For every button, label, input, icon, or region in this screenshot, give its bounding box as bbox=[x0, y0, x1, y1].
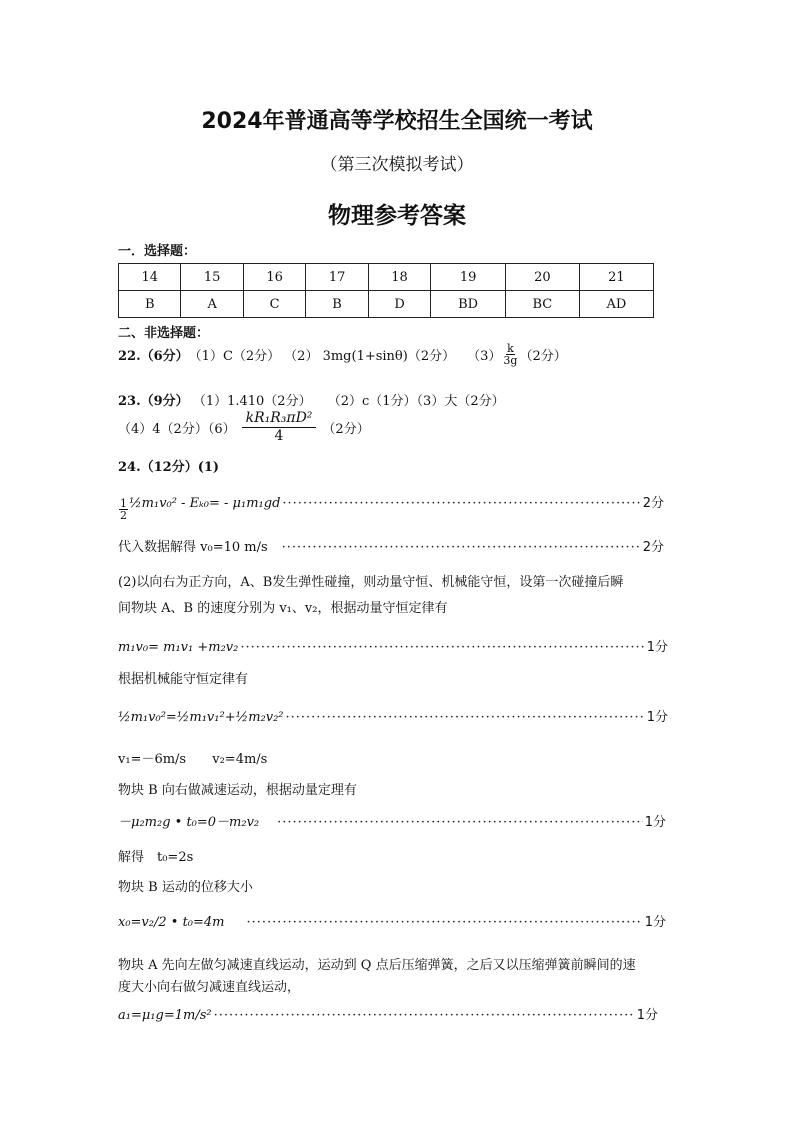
section1-label: 一．选择题： bbox=[118, 244, 197, 259]
leader-dots bbox=[247, 915, 643, 930]
q22-part3: （3） bbox=[467, 349, 502, 364]
q24-line-5: 物块 B 向右做减速运动，根据动量定理有 bbox=[118, 783, 357, 798]
q23-line2 bbox=[118, 410, 370, 445]
q24-equation-4 bbox=[118, 811, 666, 830]
answer-table-number-row bbox=[119, 264, 654, 291]
q24-eq4-score: 1分 bbox=[644, 815, 666, 830]
q24-eq3-score: 1分 bbox=[646, 710, 668, 725]
exam-subtitle: （第三次模拟考试） bbox=[320, 155, 474, 175]
q24-line-2 bbox=[118, 536, 664, 555]
q24-para-1: (2)以向右为正方向，A、B发生弹性碰撞，则动量守恒、机械能守恒，设第一次碰撞后瞬 bbox=[118, 575, 624, 590]
q24-line-4 bbox=[118, 748, 267, 767]
q24-eq6-text: a₁=μ₁g=1m/s² bbox=[118, 1008, 212, 1023]
leader-dots bbox=[282, 496, 640, 511]
q22-fraction-denominator: 3g bbox=[503, 354, 518, 367]
q23-prefix: 23.（9分） bbox=[118, 394, 189, 409]
q24-para-2b: 度大小向右做匀减速直线运动， bbox=[118, 980, 301, 995]
answer-cell: D bbox=[368, 291, 430, 318]
answer-cell: B bbox=[119, 291, 181, 318]
leader-dots bbox=[214, 1008, 635, 1023]
q24-eq1-score: 2分 bbox=[642, 496, 664, 511]
q23-part6-score: （2分） bbox=[322, 422, 370, 437]
q23-part1: （1）1.410（2分） bbox=[192, 394, 312, 409]
question-number: 19 bbox=[431, 264, 506, 291]
q22-fraction bbox=[502, 343, 518, 366]
q22-part2: （2） 3mg(1+sinθ)（2分） bbox=[284, 349, 456, 364]
leader-dots bbox=[286, 710, 645, 725]
answer-cell: B bbox=[306, 291, 368, 318]
exam-title: 2024年普通高等学校招生全国统一考试 bbox=[201, 109, 593, 134]
answer-cell: BD bbox=[431, 291, 506, 318]
q24-equation-5 bbox=[118, 911, 666, 930]
q22-prefix: 22.（6分） bbox=[118, 349, 189, 364]
q24-l4a: v₁=－6m/s bbox=[118, 752, 187, 767]
q24-line-7: 物块 B 运动的位移大小 bbox=[118, 880, 253, 895]
q24-para-2: 物块 A 先向左做匀减速直线运动，运动到 Q 点后压缩弹簧，之后又以压缩弹簧前瞬间的速 bbox=[118, 958, 636, 973]
answer-cell: BC bbox=[505, 291, 579, 318]
q24-eq5-score: 1分 bbox=[644, 915, 666, 930]
q24-equation-1 bbox=[118, 492, 664, 521]
q24-eq6-score: 1分 bbox=[636, 1008, 658, 1023]
q24-eq2-text: m₁v₀= m₁v₁ +m₂v₂ bbox=[118, 640, 239, 655]
leader-dots bbox=[282, 540, 641, 555]
q23-fraction bbox=[242, 410, 317, 445]
q24-eq2-score: 1分 bbox=[646, 640, 668, 655]
question-number: 16 bbox=[243, 264, 305, 291]
q24-equation-6 bbox=[118, 1004, 658, 1023]
q23-part2: （2）c（1分）（3）大（2分） bbox=[327, 394, 505, 409]
question-number: 15 bbox=[181, 264, 243, 291]
q24-l2-text: 代入数据解得 v₀=10 m/s bbox=[118, 540, 268, 555]
q23-fraction-denominator: 4 bbox=[274, 428, 284, 444]
half-fraction: $\frac{1}{2}$ bbox=[120, 497, 127, 522]
question-number: 21 bbox=[579, 264, 653, 291]
q22-part1: （1）C（2分） bbox=[188, 349, 281, 364]
q22-part3-score: （2分） bbox=[519, 349, 567, 364]
leader-dots bbox=[277, 815, 643, 830]
question-number: 14 bbox=[119, 264, 181, 291]
answer-cell: A bbox=[181, 291, 243, 318]
q23-line1 bbox=[118, 390, 505, 409]
answer-cell: C bbox=[243, 291, 305, 318]
page-heading: 物理参考答案 bbox=[328, 203, 466, 229]
answer-cell: AD bbox=[579, 291, 653, 318]
question-number: 18 bbox=[368, 264, 430, 291]
q24-eq1-text: ½m₁v₀² - Eₖ₀= - μ₁m₁gd bbox=[129, 496, 281, 511]
q24-eq4-text: －μ₂m₂g • t₀=0－m₂v₂ bbox=[118, 815, 260, 830]
q24-para-1b: 间物块 A、B 的速度分别为 v₁、v₂，根据动量守恒定律有 bbox=[118, 601, 448, 616]
q22-line bbox=[118, 343, 567, 366]
q23-part4: （4）4（2分）（6） bbox=[118, 422, 236, 437]
q24-l2-score: 2分 bbox=[642, 540, 664, 555]
q24-eq5-text: x₀=v₂/2 • t₀=4m bbox=[118, 915, 225, 930]
q24-line-3: 根据机械能守恒定律有 bbox=[118, 672, 249, 687]
q24-line-6: 解得 t₀=2s bbox=[118, 850, 194, 865]
q24-equation-3 bbox=[118, 706, 668, 725]
answer-table-answer-row bbox=[119, 291, 654, 318]
q24-prefix: 24.（12分）(1) bbox=[118, 460, 220, 475]
answer-table bbox=[118, 263, 654, 318]
section2-label: 二、非选择题： bbox=[118, 326, 210, 341]
q23-fraction-numerator: kR₁R₃πD² bbox=[242, 410, 317, 428]
question-number: 20 bbox=[505, 264, 579, 291]
q22-fraction-numerator: k bbox=[507, 342, 514, 355]
q24-eq3-text: ½m₁v₀²=½m₁v₁²+½m₂v₂² bbox=[118, 710, 284, 725]
leader-dots bbox=[240, 640, 644, 655]
q24-equation-2 bbox=[118, 636, 668, 655]
question-number: 17 bbox=[306, 264, 368, 291]
q24-l4b: v₂=4m/s bbox=[212, 752, 268, 767]
